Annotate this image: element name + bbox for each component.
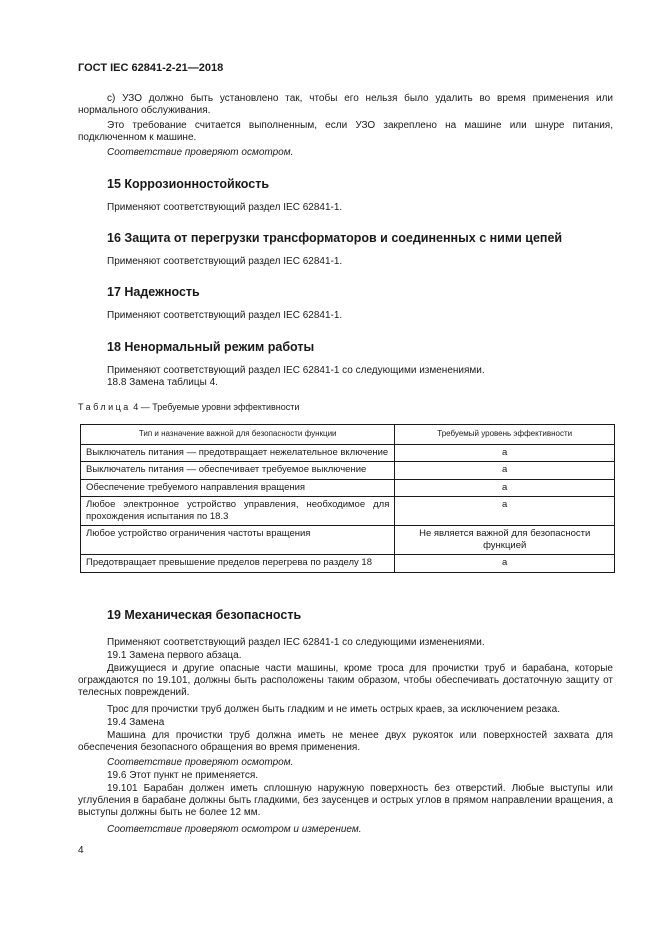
table-header-level: Требуемый уровень эффективности — [395, 425, 615, 445]
table-cell-function: Выключатель питания — предотвращает нежелательное включение — [81, 444, 395, 462]
table-cell-function: Любое электронное устройство управления, необходимое для прохождения испытания по 18.3 — [81, 497, 395, 526]
table-header-row — [81, 425, 615, 445]
cable-requirement: Трос для прочистки труб должен быть гладким и не иметь острых краев, за исключением резака. — [107, 704, 560, 715]
table-row — [81, 479, 615, 497]
section-16-text: Применяют соответствующий раздел IEC 62841-1. — [107, 256, 343, 267]
compliance-note: Соответствие проверяют осмотром. — [107, 757, 294, 768]
table-cell-function: Обеспечение требуемого направления вращения — [81, 479, 395, 497]
section-18-subclause: 18.8 Замена таблицы 4. — [107, 377, 218, 388]
document-id: ГОСТ IEC 62841-2-21—2018 — [78, 62, 224, 74]
table-header-function: Тип и назначение важной для безопасности функции — [81, 425, 395, 445]
heading-section-15: 15 Коррозионностойкость — [107, 177, 270, 191]
table-cell-level: a — [395, 479, 615, 497]
table-cell-level: a — [395, 555, 615, 573]
performance-levels-table — [80, 424, 615, 573]
section-17-text: Применяют соответствующий раздел IEC 62841-1. — [107, 310, 343, 321]
heading-section-17: 17 Надежность — [107, 285, 200, 299]
clause-19-1: 19.1 Замена первого абзаца. — [107, 650, 242, 661]
section-19-intro: Применяют соответствующий раздел IEC 62841-1 со следующими изменениями. — [107, 637, 485, 648]
paragraph-rcd-placement: c) УЗО должно быть установлено так, чтобы его нельзя было удалить во время применения или нормального обслуживания. — [78, 93, 613, 117]
table-caption-label: Таблица — [78, 402, 131, 412]
table-cell-function: Предотвращает превышение пределов перегрева по разделу 18 — [81, 555, 395, 573]
page-number: 4 — [78, 845, 84, 856]
table-cell-level: a — [395, 444, 615, 462]
table-cell-level: a — [395, 497, 615, 526]
table-row — [81, 462, 615, 480]
table-cell-level: a — [395, 462, 615, 480]
table-row — [81, 444, 615, 462]
section-18-text: Применяют соответствующий раздел IEC 62841-1 со следующими изменениями. — [107, 365, 485, 376]
table-row — [81, 497, 615, 526]
table-row — [81, 555, 615, 573]
table-caption — [78, 402, 299, 412]
compliance-note: Соответствие проверяют осмотром. — [107, 147, 294, 158]
heading-section-18: 18 Ненормальный режим работы — [107, 340, 315, 354]
clause-19-1-text: Движущиеся и другие опасные части машины, кроме троса для прочистки труб и барабана, которые ограждаются по 19.101, должны быть расположены таким образом, чтобы обеспечивать достаточную защиту от телесных повреждений. — [78, 663, 613, 699]
heading-section-16: 16 Защита от перегрузки трансформаторов и соединенных с ними цепей — [107, 231, 563, 245]
section-15-text: Применяют соответствующий раздел IEC 62841-1. — [107, 202, 343, 213]
table-caption-title: 4 — Требуемые уровни эффективности — [130, 402, 300, 412]
table-cell-level: Не является важной для безопасности функцией — [395, 526, 615, 555]
heading-section-19: 19 Механическая безопасность — [107, 608, 302, 622]
paragraph-requirement-met: Это требование считается выполненным, если УЗО закреплено на машине или шнуре питания, подключенном к машине. — [78, 120, 613, 144]
clause-19-101: 19.101 Барабан должен иметь сплошную наружную поверхность без отверстий. Любые выступы или углубления в барабане должны быть гладкими, без заусенцев и острых углов в прямом направлении вращения, а выступы должны быть не более 12 мм. — [78, 783, 613, 819]
table-cell-function: Любое устройство ограничения частоты вращения — [81, 526, 395, 555]
table-row — [81, 526, 615, 555]
clause-19-4: 19.4 Замена — [107, 717, 165, 728]
table-cell-function: Выключатель питания — обеспечивает требуемое выключение — [81, 462, 395, 480]
clause-19-6: 19.6 Этот пункт не применяется. — [107, 770, 259, 781]
compliance-note: Соответствие проверяют осмотром и измерением. — [107, 824, 362, 835]
clause-19-4-text: Машина для прочистки труб должна иметь не менее двух рукояток или поверхностей захвата для обеспечения безопасного обращения во время применения. — [78, 730, 613, 754]
